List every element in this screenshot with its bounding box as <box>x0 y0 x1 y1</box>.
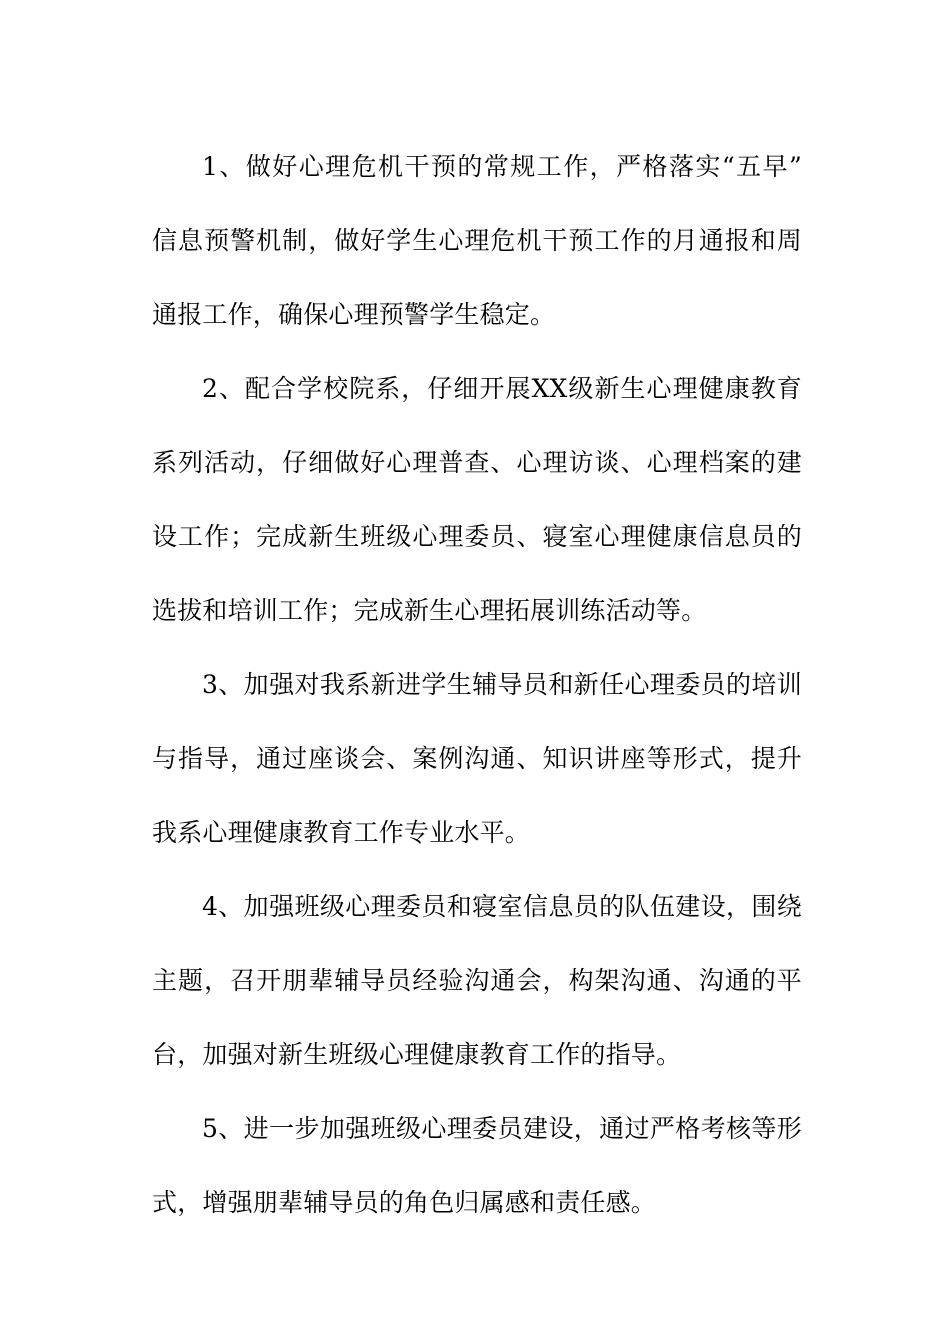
text-line: 主题，召开朋辈辅导员经验沟通会，构架沟通、沟通的平 <box>152 966 802 995</box>
paragraph-1 <box>152 130 802 352</box>
paragraph-4 <box>152 870 802 1092</box>
text-line: 与指导，通过座谈会、案例沟通、知识讲座等形式，提升 <box>152 744 802 773</box>
paragraph-2 <box>152 352 802 648</box>
text-line: 式，增强朋辈辅导员的角色归属感和责任感。 <box>152 1188 657 1217</box>
text-line: 通报工作，确保心理预警学生稳定。 <box>152 300 556 329</box>
text-line: 信息预警机制，做好学生心理危机干预工作的月通报和周 <box>152 226 802 255</box>
text-line: 1、做好心理危机干预的常规工作，严格落实“五早” <box>202 152 802 181</box>
text-line: 2、配合学校院系，仔细开展XX级新生心理健康教育 <box>202 374 802 403</box>
document-page <box>152 130 802 1240</box>
text-line: 台，加强对新生班级心理健康教育工作的指导。 <box>152 1040 682 1069</box>
text-line: 设工作；完成新生班级心理委员、寝室心理健康信息员的 <box>152 522 802 551</box>
text-line: 3、加强对我系新进学生辅导员和新任心理委员的培训 <box>202 670 802 699</box>
text-line: 5、进一步加强班级心理委员建设，通过严格考核等形 <box>202 1114 802 1143</box>
text-line: 选拔和培训工作；完成新生心理拓展训练活动等。 <box>152 596 707 625</box>
paragraph-5 <box>152 1092 802 1240</box>
paragraph-3 <box>152 648 802 870</box>
text-line: 4、加强班级心理委员和寝室信息员的队伍建设，围绕 <box>202 892 802 921</box>
text-line: 我系心理健康教育工作专业水平。 <box>152 818 531 847</box>
text-line: 系列活动，仔细做好心理普查、心理访谈、心理档案的建 <box>152 448 802 477</box>
